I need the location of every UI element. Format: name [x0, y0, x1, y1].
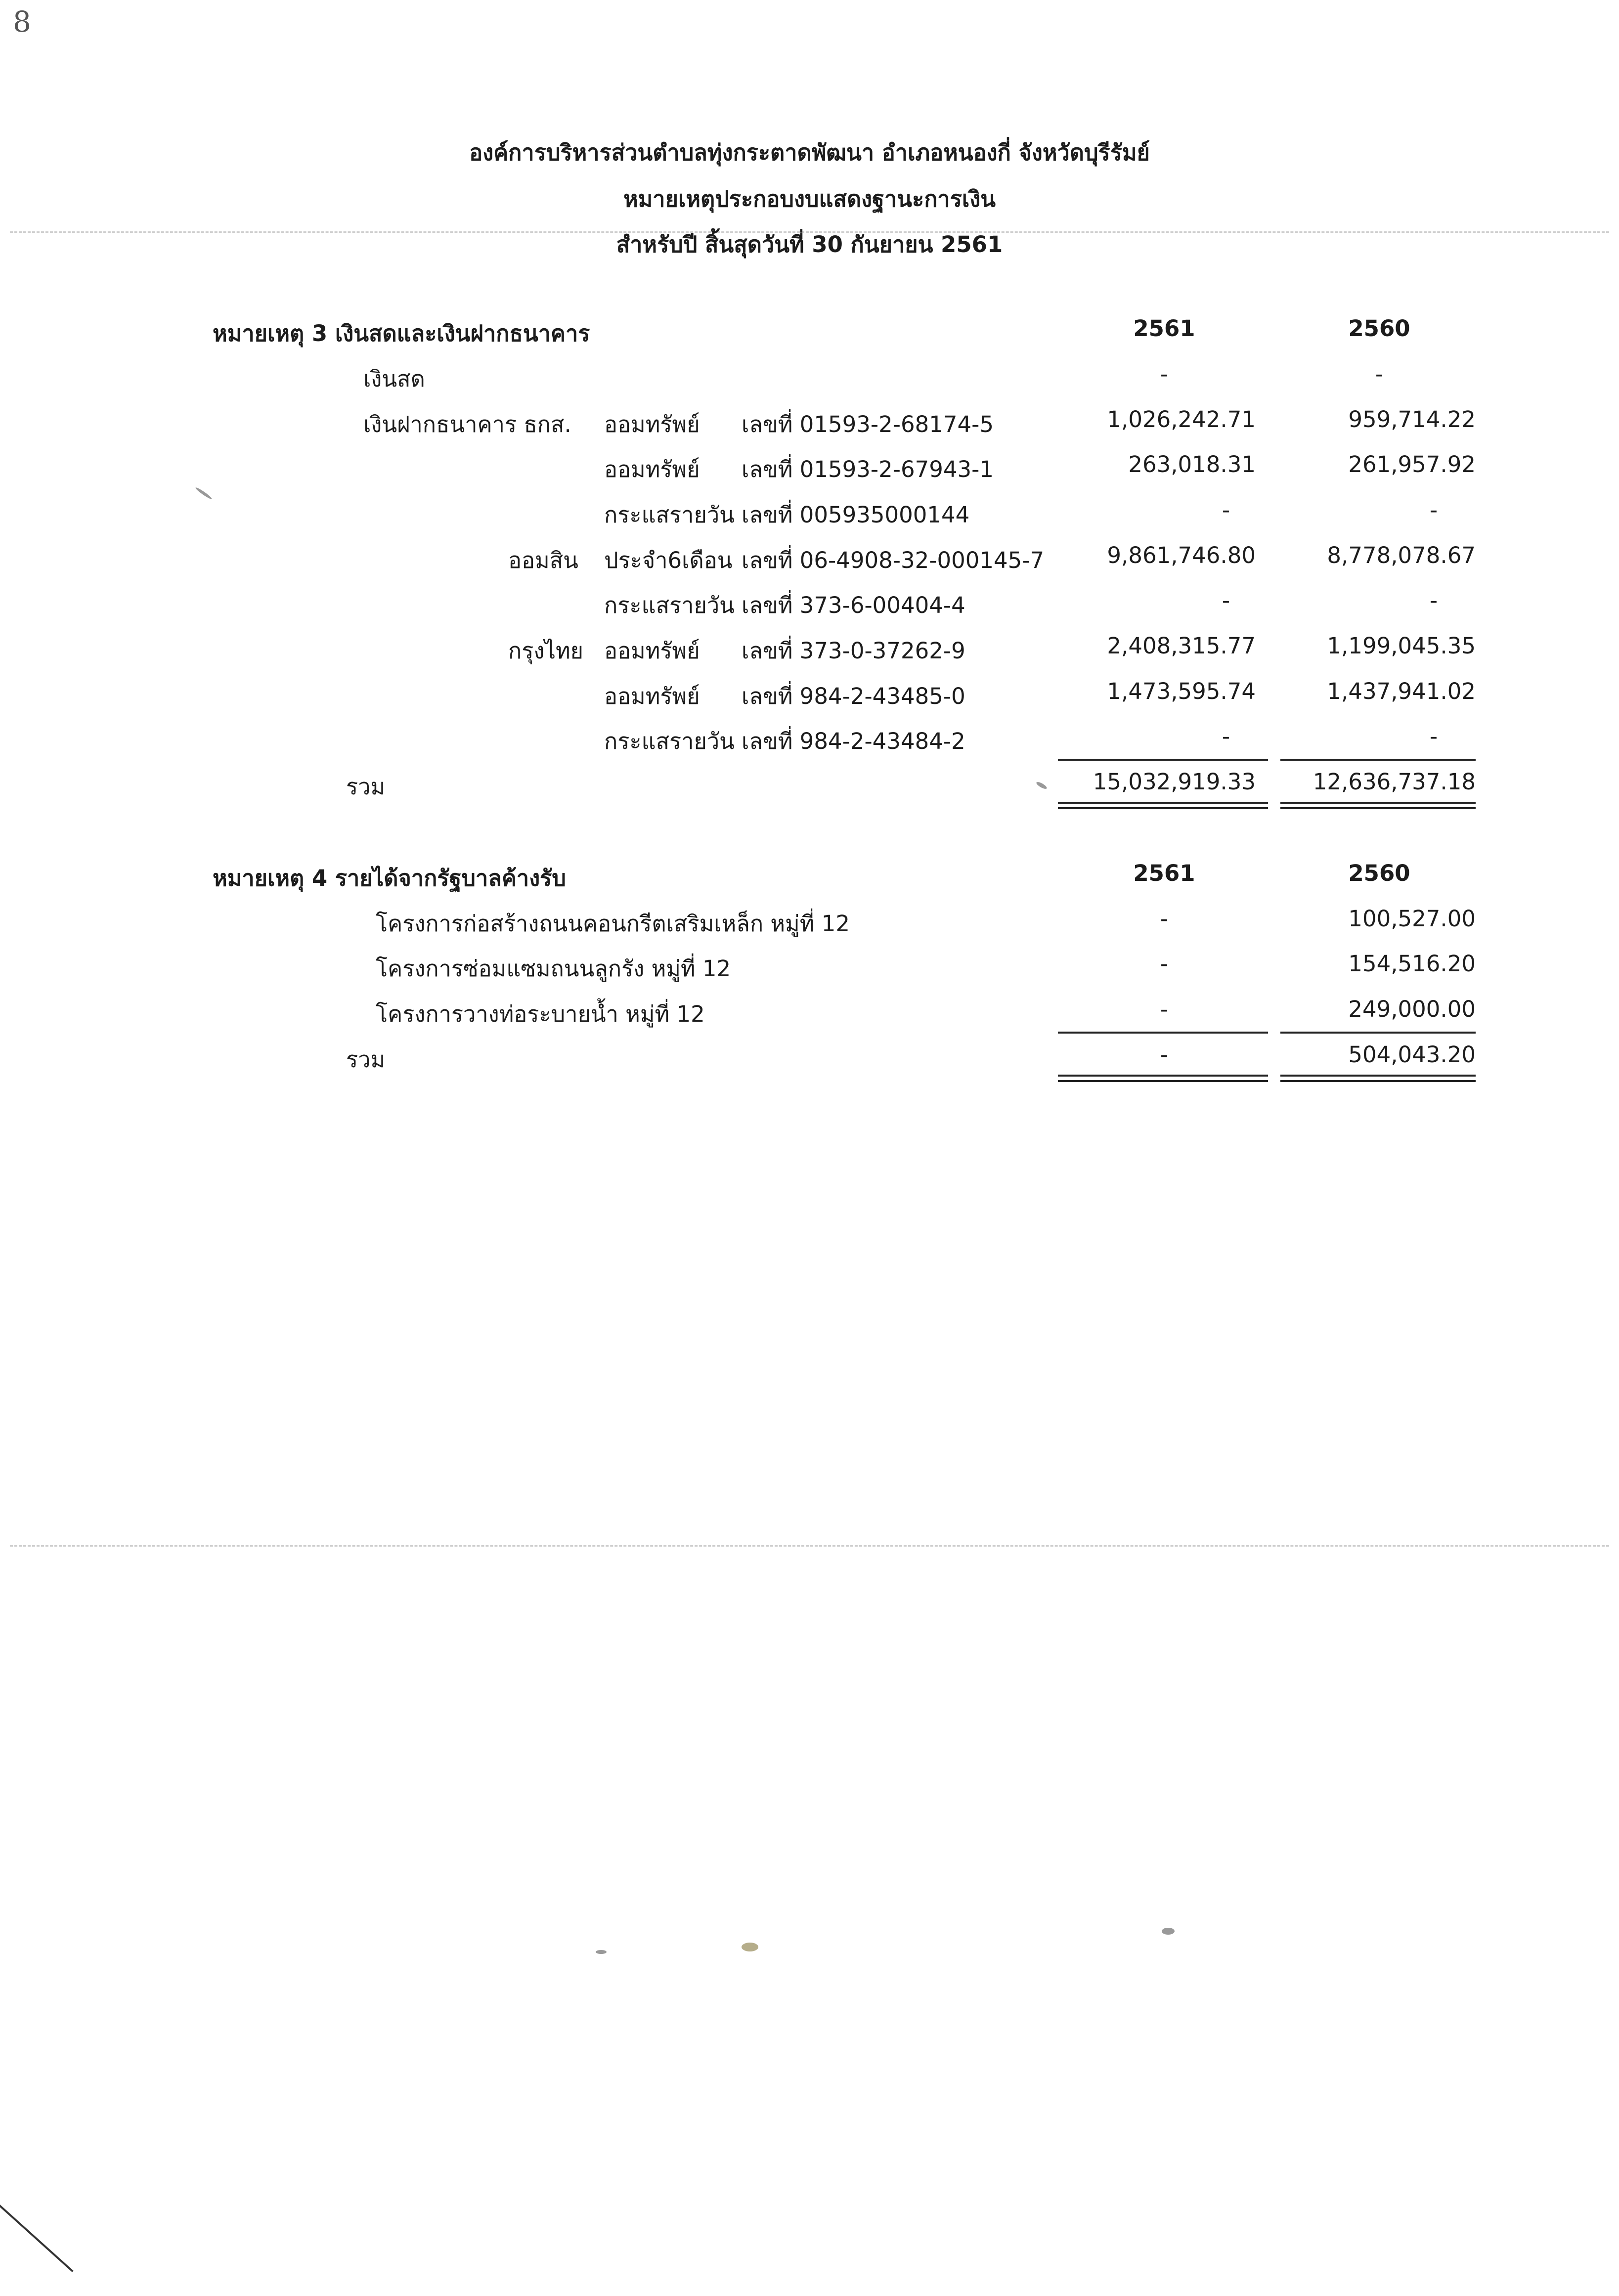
row-current: 1,473,595.74: [1107, 678, 1256, 704]
scan-speck: [1036, 781, 1048, 790]
row-account-type: ประจำ6เดือน: [604, 547, 733, 573]
row-current: -: [1222, 723, 1230, 749]
row-current: -: [1160, 951, 1169, 977]
double-rule: [1280, 802, 1476, 804]
row-prior: 154,516.20: [1348, 951, 1476, 977]
row-bank: เงินสด: [363, 366, 425, 392]
row-prior: -: [1429, 587, 1438, 613]
row-account-type: กระแสรายวัน: [604, 728, 735, 754]
scan-speck: [195, 486, 213, 500]
row-account-type: ออมทรัพย์: [604, 456, 700, 482]
row-account-type: กระแสรายวัน: [604, 592, 735, 618]
row-current: 1,026,242.71: [1107, 406, 1256, 433]
row-account-number: เลขที่ 01593-2-68174-5: [742, 411, 994, 437]
total-current: 15,032,919.33: [1093, 769, 1256, 795]
row-account-type: ออมทรัพย์: [604, 638, 700, 664]
row-prior: -: [1429, 723, 1438, 749]
total-prior: 12,636,737.18: [1313, 769, 1476, 795]
row-prior: 249,000.00: [1348, 996, 1476, 1022]
project-label: โครงการวางท่อระบายน้ำ หมู่ที่ 12: [376, 1001, 705, 1027]
double-rule: [1058, 802, 1268, 804]
row-account-number: เลขที่ 005935000144: [742, 502, 970, 528]
row-prior: 959,714.22: [1348, 406, 1476, 433]
page-number-mark: 8: [13, 5, 31, 39]
row-prior: 1,199,045.35: [1327, 633, 1476, 659]
double-rule: [1058, 807, 1268, 809]
subtotal-rule: [1058, 1032, 1268, 1034]
row-current: 9,861,746.80: [1107, 542, 1256, 568]
year-current-header: 2561: [1133, 315, 1195, 342]
note-4-title: หมายเหตุ 4 รายได้จากรัฐบาลค้างรับ: [213, 865, 566, 891]
row-account-type: ออมทรัพย์: [604, 411, 700, 437]
subtotal-rule: [1058, 759, 1268, 761]
scan-speck: [742, 1943, 758, 1951]
row-current: -: [1160, 906, 1169, 932]
row-account-number: เลขที่ 373-0-37262-9: [742, 638, 965, 664]
scan-corner-stroke: [0, 2205, 74, 2272]
subtotal-rule: [1280, 1032, 1476, 1034]
total-prior: 504,043.20: [1348, 1041, 1476, 1068]
subtotal-rule: [1280, 759, 1476, 761]
total-current: -: [1160, 1041, 1169, 1068]
scan-fold-line: [10, 1545, 1609, 1547]
row-current: -: [1222, 587, 1230, 613]
double-rule: [1058, 1080, 1268, 1082]
double-rule: [1280, 1075, 1476, 1077]
row-bank: กรุงไทย: [508, 638, 584, 664]
year-prior-header: 2560: [1348, 860, 1410, 886]
row-bank: ออมสิน: [508, 547, 578, 573]
row-current: 2,408,315.77: [1107, 633, 1256, 659]
note-3-title: หมายเหตุ 3 เงินสดและเงินฝากธนาคาร: [213, 320, 590, 347]
double-rule: [1280, 1080, 1476, 1082]
scan-speck: [596, 1950, 607, 1954]
row-bank: เงินฝากธนาคาร ธกส.: [363, 411, 571, 437]
project-label: โครงการซ่อมแซมถนนลูกรัง หมู่ที่ 12: [376, 955, 731, 982]
row-account-number: เลขที่ 984-2-43485-0: [742, 683, 965, 709]
row-account-number: เลขที่ 06-4908-32-000145-7: [742, 547, 1045, 573]
total-label: รวม: [346, 774, 386, 800]
row-current: -: [1222, 497, 1230, 523]
row-account-type: ออมทรัพย์: [604, 683, 700, 709]
row-prior: -: [1375, 361, 1384, 387]
project-label: โครงการก่อสร้างถนนคอนกรีตเสริมเหล็ก หมู่ที่ 12: [376, 910, 850, 937]
statement-title: หมายเหตุประกอบงบแสดงฐานะการเงิน: [623, 186, 996, 212]
row-current: -: [1160, 996, 1169, 1022]
row-current: -: [1160, 361, 1169, 387]
row-prior: 261,957.92: [1348, 451, 1476, 477]
row-account-number: เลขที่ 01593-2-67943-1: [742, 456, 994, 482]
scan-speck: [1162, 1928, 1175, 1935]
row-prior: 100,527.00: [1348, 906, 1476, 932]
period-title: สำหรับปี สิ้นสุดวันที่ 30 กันยายน 2561: [616, 231, 1003, 258]
row-current: 263,018.31: [1128, 451, 1256, 477]
double-rule: [1058, 1075, 1268, 1077]
org-title: องค์การบริหารส่วนตำบลทุ่งกระตาดพัฒนา อำเภอหนองกี่ จังหวัดบุรีรัมย์: [469, 139, 1150, 166]
total-label: รวม: [346, 1046, 386, 1073]
row-prior: -: [1429, 497, 1438, 523]
row-prior: 1,437,941.02: [1327, 678, 1476, 704]
double-rule: [1280, 807, 1476, 809]
row-account-number: เลขที่ 984-2-43484-2: [742, 728, 965, 754]
year-current-header: 2561: [1133, 860, 1195, 886]
row-account-type: กระแสรายวัน: [604, 502, 735, 528]
row-account-number: เลขที่ 373-6-00404-4: [742, 592, 965, 618]
year-prior-header: 2560: [1348, 315, 1410, 342]
row-prior: 8,778,078.67: [1327, 542, 1476, 568]
